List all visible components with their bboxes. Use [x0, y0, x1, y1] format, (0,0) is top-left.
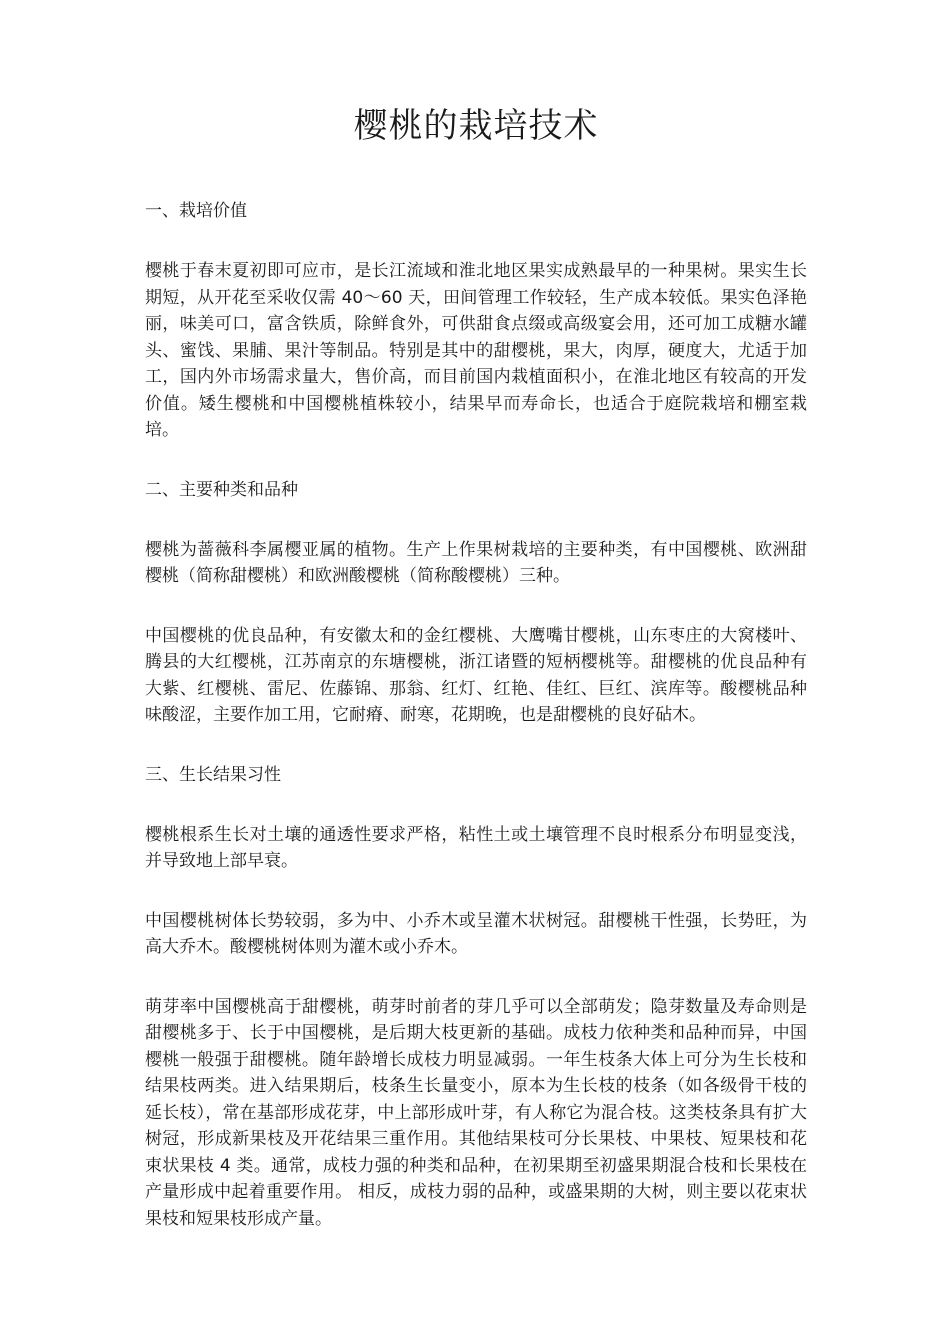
section-heading: 三、生长结果习性: [145, 764, 281, 785]
paragraph: 中国樱桃的优良品种，有安徽太和的金红樱桃、大鹰嘴甘樱桃，山东枣庄的大窝楼叶、腾县的大红樱桃，江苏南京的东塘樱桃，浙江诸暨的短柄樱桃等。甜樱桃的优良品种有大紫、红樱桃、雷尼、佐藤锦、那翁、红灯、红艳、佳红、巨红、滨库等。酸樱桃品种味酸涩，主要作加工用，它耐瘠、耐寒，花期晚，也是甜樱桃的良好砧木。: [145, 625, 807, 725]
paragraph: 樱桃根系生长对土壤的通透性要求严格，粘性土或土壤管理不良时根系分布明显变浅，并导致地上部早衰。: [145, 824, 807, 871]
document-page: [145, 100, 807, 1265]
section-growth-habits: [145, 762, 807, 1233]
paragraph: 萌芽率中国樱桃高于甜樱桃，萌芽时前者的芽几乎可以全部萌发；隐芽数量及寿命则是甜樱桃多于、长于中国樱桃，是后期大枝更新的基础。成枝力依种类和品种而异，中国樱桃一般强于甜樱桃。随年龄增长成枝力明显减弱。一年生枝条大体上可分为生长枝和结果枝两类。进入结果期后，枝条生长量变小，原本为生长枝的枝条（如各级骨干枝的延长枝），常在基部形成花芽，中上部形成叶芽，有人称它为混合枝。这类枝条具有扩大树冠，形成新果枝及开花结果三重作用。其他结果枝可分长果枝、中果枝、短果枝和花束状果枝 4 类。通常，成枝力强的种类和品种，在初果期至初盛果期混合枝和长果枝在产量形成中起着重要作用。 相反，成枝力弱的品种，或盛果期的大树，则主要以花束状果枝和短果枝形成产量。: [145, 996, 807, 1229]
section-main-species: [145, 477, 807, 729]
section-heading: 二、主要种类和品种: [145, 479, 298, 500]
paragraph: 樱桃于春末夏初即可应市，是长江流域和淮北地区果实成熟最早的一种果树。果实生长期短，从开花至采收仅需 40～60 天，田间管理工作较轻，生产成本较低。果实色泽艳丽，味美可口，富含铁质，除鲜食外，可供甜食点缀或高级宴会用，还可加工成糖水罐头、蜜饯、果脯、果汁等制品。特别是其中的甜樱桃，果大，肉厚，硬度大，尤适于加工，国内外市场需求量大，售价高，而目前国内栽植面积小，在淮北地区有较高的开发价值。矮生樱桃和中国樱桃植株较小，结果早而寿命长，也适合于庭院栽培和棚室栽培。: [145, 261, 807, 440]
paragraph: 樱桃为蔷薇科李属樱亚属的植物。生产上作果树栽培的主要种类，有中国樱桃、欧洲甜樱桃（简称甜樱桃）和欧洲酸樱桃（简称酸樱桃）三种。: [145, 539, 807, 586]
section-cultivation-value: [145, 198, 807, 444]
document-title: 樱桃的栽培技术: [353, 106, 599, 146]
paragraph: 中国樱桃树体长势较弱，多为中、小乔木或呈灌木状树冠。甜樱桃干性强，长势旺，为高大乔木。酸樱桃树体则为灌木或小乔木。: [145, 910, 807, 957]
section-heading: 一、栽培价值: [145, 201, 247, 221]
